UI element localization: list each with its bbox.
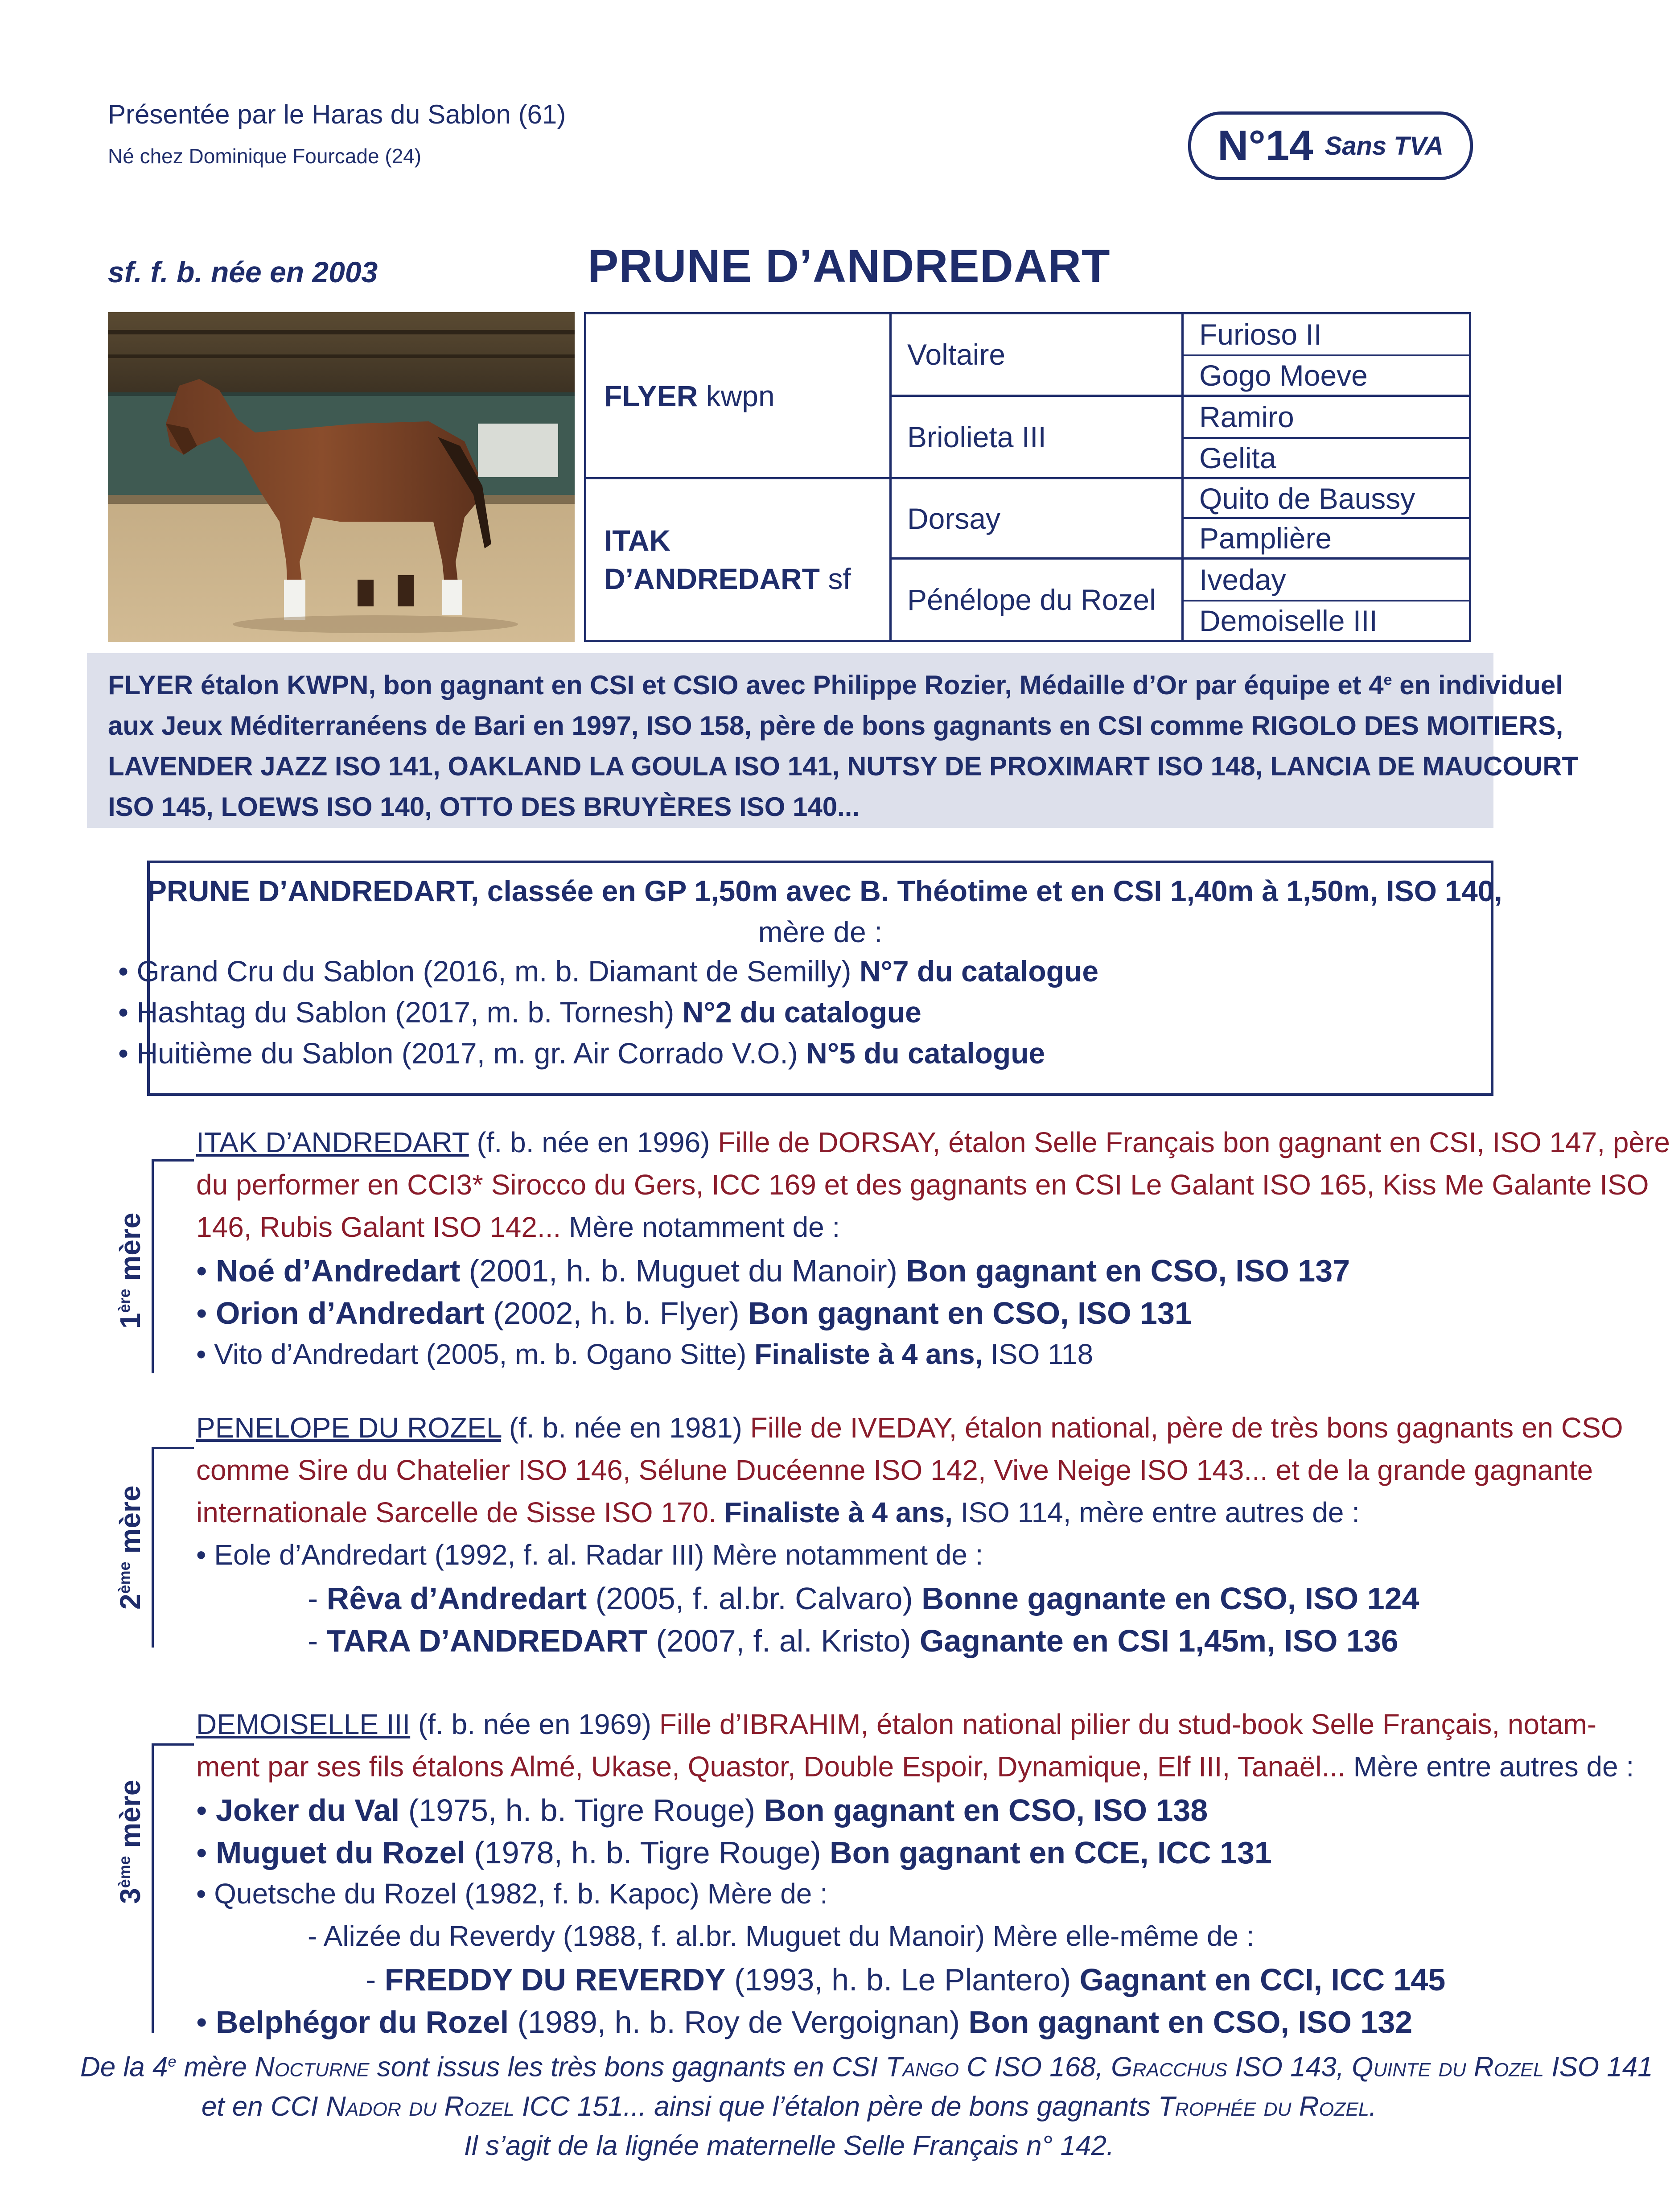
produce-item: • Grand Cru du Sablon (2016, m. b. Diamant de Semilly) N°7 du catalogue [118,955,1099,988]
sire-studbook: kwpn [706,379,775,412]
dam-name-line1: ITAK [604,524,671,557]
pedigree-gg-7: Iveday [1199,563,1286,596]
second-dam-offspring: • Eole d’Andredart (1992, f. al. Radar III) Mère notamment de : [196,1539,983,1571]
second-dam-grand-offspring: - Rêva d’Andredart (2005, f. al.br. Calvaro) Bonne gagnante en CSO, ISO 124 [308,1581,1419,1616]
third-dam-offspring: • Muguet du Rozel (1978, h. b. Tigre Rouge) Bon gagnant en CCE, ICC 131 [196,1835,1272,1870]
third-dam-bracket [152,1743,154,2033]
dam-name-line2: D’ANDREDART [604,562,820,595]
first-dam-bracket [152,1159,154,1373]
pedigree-grandsire-paternal: Voltaire [907,338,1006,371]
first-dam-bracket-top [154,1159,194,1162]
third-dam-offspring: • Quetsche du Rozel (1982, f. b. Kapoc) Mère de : [196,1878,828,1910]
produce-headline [147,874,1502,908]
first-dam-name: ITAK D’ANDREDART [196,1126,469,1158]
second-dam-line-3: internationale Sarcelle de Sisse ISO 170. Finaliste à 4 ans, ISO 114, mère entre autres de : [196,1496,1360,1528]
pedigree-gg-8: Demoiselle III [1199,604,1378,637]
third-dam-offspring: • Belphégor du Rozel (1989, h. b. Roy de Vergoignan) Bon gagnant en CSO, ISO 132 [196,2005,1413,2039]
produce-mother-of: mère de : [758,915,883,948]
tax-status: Sans TVA [1324,131,1444,161]
breeder-line: Né chez Dominique Fourcade (24) [108,144,422,168]
produce-item-catalogue: N°7 du catalogue [859,955,1099,988]
sire-line-2: aux Jeux Méditerranéens de Bari en 1997, ISO 158, père de bons gagnants en CSI comme RIGOLO DES MOITIERS, [108,711,1563,741]
pedigree-grandsire-maternal: Dorsay [907,502,1001,535]
third-dam-line-2: ment par ses fils étalons Almé, Ukase, Quastor, Double Espoir, Dynamique, Elf III, Tanaël... Mère entre autres de : [196,1751,1634,1783]
second-dam-line-2: comme Sire du Chatelier ISO 146, Sélune Ducéenne ISO 142, Vive Neige ISO 143... et de la grande gagnante [196,1454,1593,1486]
maternal-line-footer [80,2042,1653,2166]
produce-item-text: Huitième du Sablon (2017, m. gr. Air Corrado V.O.) [136,1037,806,1070]
second-dam-grand-offspring: - TARA D’ANDREDART (2007, f. al. Kristo) Gagnante en CSI 1,45m, ISO 136 [308,1623,1399,1658]
lot-number: N°14 [1218,122,1313,169]
second-dam-bracket [152,1447,154,1648]
sire-name: FLYER [604,379,698,412]
pedigree-gg-4: Gelita [1199,441,1276,474]
sire-line-4: ISO 145, LOEWS ISO 140, OTTO DES BRUYÈRES ISO 140... [108,792,860,822]
lot-number-badge [1188,111,1473,180]
first-dam-line-1: ITAK D’ANDREDART (f. b. née en 1996) Fille de DORSAY, étalon Selle Français bon gagnant en CSI, ISO 147, père [196,1126,1670,1158]
pedigree-sire [604,314,889,477]
third-dam-label: 3ème mère [114,1779,146,1904]
second-dam-name: PENELOPE DU ROZEL [196,1412,502,1444]
second-dam-bracket-top [154,1447,194,1449]
first-dam-line-2: du performer en CCI3* Sirocco du Gers, ICC 169 et des gagnants en CSI Le Galant ISO 165, Kiss Me Galante ISO [196,1169,1649,1201]
produce-dam-name: PRUNE D’ANDREDART [147,874,471,907]
sire-line-1: FLYER étalon KWPN, bon gagnant en CSI et CSIO avec Philippe Rozier, Médaille d’Or par équipe et 4 [108,670,1384,700]
sire-line-1-end: en individuel [1392,670,1563,700]
pedigree-granddam-paternal: Briolieta III [907,420,1046,453]
footer-line-3: Il s’agit de la lignée maternelle Selle Français n° 142. [464,2130,1115,2161]
third-dam-great-grand-offspring: - FREDDY DU REVERDY (1993, h. b. Le Plantero) Gagnant en CCI, ICC 145 [366,1962,1446,1997]
second-dam-label: 2ème mère [114,1485,146,1610]
pedigree-gg-1: Furioso II [1199,318,1322,351]
pedigree-gg-2: Gogo Moeve [1199,359,1368,392]
sire-summary-text [108,660,1579,827]
pedigree-gg-6: Pamplière [1199,522,1332,555]
pedigree-granddam-maternal: Pénélope du Rozel [907,583,1156,616]
produce-item: • Hashtag du Sablon (2017, m. b. Tornesh) N°2 du catalogue [118,996,921,1029]
pedigree-gg-5: Quito de Baussy [1199,482,1415,515]
third-dam-name: DEMOISELLE III [196,1708,411,1740]
footer-line-1: De la 4e mère Nocturne sont issus les très bons gagnants en CSI Tango C ISO 168, Gracchus ISO 143, Quinte du Rozel ISO 141 [80,2051,1653,2083]
produce-item-text: Hashtag du Sablon (2017, m. b. Tornesh) [136,996,683,1029]
first-dam-offspring: • Vito d’Andredart (2005, m. b. Ogano Sitte) Finaliste à 4 ans, ISO 118 [196,1338,1094,1370]
produce-item-catalogue: N°5 du catalogue [806,1037,1045,1070]
horse-description: sf. f. b. née en 2003 [108,255,378,288]
pedigree-gg-3: Ramiro [1199,400,1294,433]
horse-photo [108,312,575,642]
dam-studbook: sf [828,562,851,595]
produce-item: • Huitième du Sablon (2017, m. gr. Air Corrado V.O.) N°5 du catalogue [118,1037,1045,1070]
third-dam-bracket-top [154,1743,194,1746]
first-dam-offspring: • Noé d’Andredart (2001, h. b. Muguet du Manoir) Bon gagnant en CSO, ISO 137 [196,1253,1350,1288]
first-dam-label: 1ère mère [114,1212,146,1329]
produce-dam-record: , classée en GP 1,50m avec B. Théotime et en CSI 1,40m à 1,50m, ISO 140, [471,874,1502,907]
third-dam-offspring: • Joker du Val (1975, h. b. Tigre Rouge) Bon gagnant en CSO, ISO 138 [196,1793,1208,1828]
third-dam-grand-offspring: - Alizée du Reverdy (1988, f. al.br. Muguet du Manoir) Mère elle-même de : [308,1920,1255,1952]
pedigree-table [584,312,1471,642]
horse-name: PRUNE D’ANDREDART [588,240,1111,292]
sire-line-3: LAVENDER JAZZ ISO 141, OAKLAND LA GOULA ISO 141, NUTSY DE PROXIMART ISO 148, LANCIA DE MAUCOURT [108,751,1579,781]
produce-item-text: Grand Cru du Sablon (2016, m. b. Diamant de Semilly) [136,955,860,988]
third-dam-line-1: DEMOISELLE III (f. b. née en 1969) Fille d’IBRAHIM, étalon national pilier du stud-book Selle Français, notam- [196,1708,1597,1740]
first-dam-line-3: 146, Rubis Galant ISO 142... Mère notamment de : [196,1211,840,1243]
presenter-line: Présentée par le Haras du Sablon (61) [108,99,566,129]
second-dam-line-1: PENELOPE DU ROZEL (f. b. née en 1981) Fille de IVEDAY, étalon national, père de très bons gagnants en CSO [196,1412,1623,1444]
produce-item-catalogue: N°2 du catalogue [682,996,921,1029]
footer-line-2: et en CCI Nador du Rozel ICC 151... ainsi que l’étalon père de bons gagnants Trophée du Rozel. [201,2091,1377,2122]
sire-line-1-sup: e [1383,671,1392,688]
first-dam-offspring: • Orion d’Andredart (2002, h. b. Flyer) Bon gagnant en CSO, ISO 131 [196,1296,1192,1330]
pedigree-dam [604,479,889,640]
